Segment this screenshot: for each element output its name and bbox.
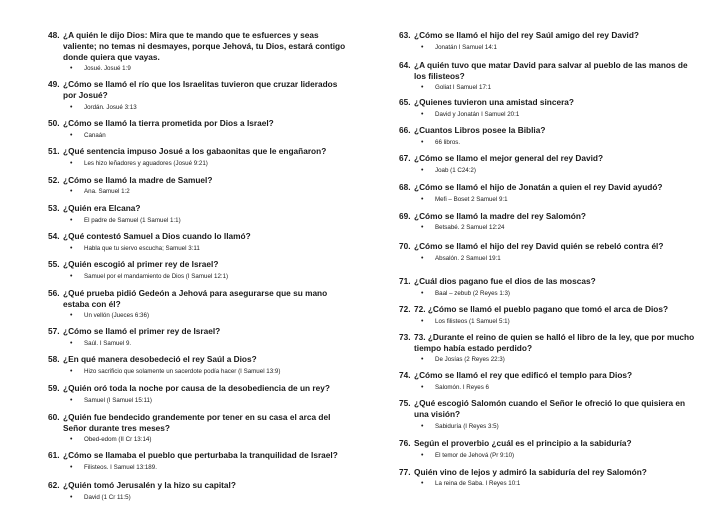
question-number: 61.: [48, 450, 60, 461]
bullet-icon: •: [70, 131, 73, 139]
question-item: [48, 79, 348, 112]
question-item: [399, 276, 699, 298]
answer: [421, 289, 699, 298]
question-item: [48, 118, 348, 140]
question-number: 77.: [399, 466, 411, 477]
question: [399, 30, 699, 41]
question: [399, 182, 699, 193]
question-text: ¿A quién le dijo Dios: Mira que te mando que te esfuerces y seas valiente; no temas ni desmayes, porque Jehová, tu Dios, estará contigo donde quiera que vayas.: [63, 30, 346, 62]
bullet-icon: •: [421, 422, 424, 430]
bullet-icon: •: [70, 312, 73, 320]
question: [399, 398, 699, 420]
answer-text: Samuel (I Samuel 15:11): [84, 396, 152, 404]
question-number: 68.: [399, 181, 411, 192]
question: [48, 288, 348, 310]
answer: [70, 463, 348, 472]
bullet-icon: •: [70, 436, 73, 444]
question: [399, 97, 699, 108]
bullet-icon: •: [421, 356, 424, 364]
answer: [70, 244, 348, 253]
question-item: [48, 203, 348, 225]
question: [48, 412, 348, 434]
answer-text: Habla que tu siervo escucha; Samuel 3:11: [84, 244, 200, 252]
answer-text: Sabiduría (I Reyes 3:5): [435, 422, 499, 430]
answer-text: La reina de Saba. I Reyes 10:1: [435, 480, 521, 488]
question-number: 55.: [48, 258, 60, 269]
bullet-icon: •: [421, 317, 424, 325]
question-item: [48, 412, 348, 445]
question: [399, 211, 699, 222]
answer-text: Un vellón (Jueces 6:36): [84, 312, 150, 320]
question-text: ¿Quién oró toda la noche por causa de la desobediencia de un rey?: [63, 382, 330, 393]
bullet-icon: •: [421, 384, 424, 392]
answer-text: Josué. Josué 1:9: [84, 65, 131, 73]
question-number: 51.: [48, 145, 60, 156]
bullet-icon: •: [70, 367, 73, 375]
answer-text: 66 libros.: [435, 138, 461, 146]
answer: [421, 451, 699, 460]
question-number: 60.: [48, 411, 60, 422]
answer: [70, 216, 348, 225]
answer: [70, 272, 348, 281]
question-text: ¿Cómo se llamó la tierra prometida por Dios a Israel?: [63, 117, 274, 128]
bullet-icon: •: [421, 451, 424, 459]
question-text: ¿Cómo se llamó la madre del rey Salomón?: [414, 210, 586, 221]
answer: [421, 195, 699, 204]
question: [399, 332, 699, 354]
answer-text: Les hizo leñadores y aguadores (Josué 9:21): [84, 159, 208, 167]
question-item: [48, 288, 348, 321]
left-column: [48, 30, 348, 502]
question-item: [48, 383, 348, 405]
answer-text: Baal – zebub (2 Reyes 1:3): [435, 289, 510, 297]
answer: [421, 254, 699, 263]
question-number: 58.: [48, 354, 60, 365]
bullet-icon: •: [421, 289, 424, 297]
question: [48, 354, 348, 365]
answer-text: Samuel por el mandamiento de Dios (I Samuel 12:1): [84, 272, 229, 280]
answer: [421, 383, 699, 392]
bullet-icon: •: [70, 272, 73, 280]
answer: [421, 138, 699, 147]
question-item: [399, 467, 699, 489]
bullet-icon: •: [70, 396, 73, 404]
answer-text: Filisteos. I Samuel 13:189.: [84, 464, 157, 472]
answer-text: Hizo sacrificio que solamente un sacerdote podía hacer (I Samuel 13:9): [84, 367, 281, 375]
answer: [70, 339, 348, 348]
answer: [421, 479, 699, 488]
question-text: ¿Cómo se llamó el hijo del rey Saúl amigo del rey David?: [414, 30, 640, 40]
answer-text: Joab (1 C24:2): [435, 166, 476, 174]
question-text: ¿Qué escogió Salomón cuando el Señor le ofreció lo que quisiera en una visión?: [414, 398, 686, 419]
answer: [421, 422, 699, 431]
question-text: ¿Quién fue bendecido grandemente por tener en su casa el arca del Señor durante tres meses?: [63, 411, 331, 433]
question-text: 72. ¿Cómo se llamó el pueblo pagano que tomó el arca de Dios?: [414, 303, 669, 314]
question-text: ¿Qué contestó Samuel a Dios cuando lo llamó?: [63, 231, 251, 242]
question-text: ¿Cómo se llamó el hijo de Jonatán a quien el rey David ayudó?: [414, 181, 663, 192]
question-text: ¿A quién tuvo que matar David para salvar al pueblo de las manos de los filisteos?: [414, 59, 688, 81]
question-number: 59.: [48, 382, 60, 393]
question: [399, 125, 699, 136]
answer-text: Betsabé. 2 Samuel 12:24: [435, 224, 505, 232]
bullet-icon: •: [70, 244, 73, 252]
question-number: 75.: [399, 398, 411, 409]
question-text: Según el proverbio ¿cuál es el principio a la sabiduría?: [414, 437, 632, 448]
question-text: ¿Cómo se llamó el primer rey de Israel?: [63, 326, 221, 337]
answer-text: David y Jonatán I Samuel 20:1: [435, 111, 520, 119]
question: [48, 118, 348, 129]
question-number: 74.: [399, 370, 411, 381]
answer-text: Canaán: [84, 131, 106, 139]
bullet-icon: •: [421, 138, 424, 146]
question-item: [399, 182, 699, 204]
bullet-icon: •: [70, 103, 73, 111]
question-text: ¿Quienes tuvieron una amistad sincera?: [414, 97, 574, 108]
question-number: 53.: [48, 203, 60, 214]
question-text: ¿En qué manera desobedeció el rey Saúl a Dios?: [63, 354, 257, 365]
answer: [70, 311, 348, 320]
question-item: [399, 97, 699, 119]
question: [399, 438, 699, 449]
bullet-icon: •: [70, 217, 73, 225]
bullet-icon: •: [421, 111, 424, 119]
question-text: ¿Qué sentencia impuso Josué a los gabaonitas que le engañaron?: [63, 145, 327, 156]
question-number: 52.: [48, 174, 60, 185]
question: [48, 383, 348, 394]
answer: [421, 355, 699, 364]
right-column: [399, 30, 699, 488]
question: [48, 231, 348, 242]
question-text: ¿Quién era Elcana?: [63, 203, 141, 214]
answer: [421, 166, 699, 175]
question-text: ¿Qué prueba pidió Gedeón a Jehová para asegurarse que su mano estaba con él?: [63, 287, 328, 309]
answer-text: Goliat I Samuel 17:1: [435, 84, 492, 92]
question-number: 56.: [48, 287, 60, 298]
question-text: ¿Cómo se llamó la madre de Samuel?: [63, 174, 213, 185]
question-number: 67.: [399, 152, 411, 163]
question-item: [399, 60, 699, 93]
answer: [70, 367, 348, 376]
question: [399, 276, 699, 287]
question: [48, 175, 348, 186]
question-number: 50.: [48, 117, 60, 128]
question-number: 54.: [48, 231, 60, 242]
answer-text: Ana. Samuel 1:2: [84, 188, 130, 196]
bullet-icon: •: [421, 480, 424, 488]
question-text: ¿Quién tomó Jerusalén y la hizo su capital?: [63, 480, 236, 491]
question: [399, 60, 699, 82]
answer: [70, 103, 348, 112]
question-text: ¿Cómo se llamaba el pueblo que perturbaba la tranquilidad de Israel?: [63, 450, 338, 461]
question-text: ¿Cómo se llamó el río que los Israelitas tuvieron que cruzar liderados por Josué?: [63, 79, 338, 101]
question-text: ¿Cómo se llamó el hijo del rey David quién se rebeló contra él?: [414, 241, 664, 252]
answer-text: Jonatán I Samuel 14:1: [435, 43, 497, 51]
question-item: [399, 398, 699, 431]
answer-text: Obed-edom (II Cr 13:14): [84, 436, 152, 444]
question-text: ¿Cómo se llamo el mejor general del rey David?: [414, 152, 604, 163]
question-text: Quién vino de lejos y admiró la sabiduría del rey Salomón?: [414, 466, 647, 477]
question-text: 73. ¿Durante el reino de quien se halló el libro de la ley, que por mucho tiempo había estado perdido?: [414, 331, 695, 353]
answer: [70, 159, 348, 168]
answer-text: De Josías (2 Reyes 22:3): [435, 356, 505, 364]
question-item: [48, 259, 348, 281]
question-text: ¿Cuál dios pagano fue el dios de las moscas?: [414, 276, 596, 287]
question-number: 66.: [399, 125, 411, 136]
bullet-icon: •: [421, 84, 424, 92]
question-number: 76.: [399, 437, 411, 448]
bullet-icon: •: [70, 65, 73, 73]
bullet-icon: •: [70, 340, 73, 348]
answer: [421, 83, 699, 92]
answer: [70, 64, 348, 73]
bullet-icon: •: [70, 159, 73, 167]
question-item: [399, 370, 699, 392]
answer: [70, 187, 348, 196]
answer: [70, 493, 348, 502]
question-number: 69.: [399, 210, 411, 221]
question-item: [399, 332, 699, 365]
question-text: ¿Quién escogió al primer rey de Israel?: [63, 258, 219, 269]
question-item: [399, 153, 699, 175]
answer: [421, 223, 699, 232]
question-number: 62.: [48, 480, 60, 491]
bullet-icon: •: [70, 493, 73, 501]
question: [399, 370, 699, 381]
question-item: [399, 30, 699, 52]
answer-text: Los filisteos (1 Samuel 5:1): [435, 317, 510, 325]
bullet-icon: •: [421, 195, 424, 203]
question-number: 65.: [399, 97, 411, 108]
question-item: [399, 304, 699, 326]
answer-text: El padre de Samuel (1 Samuel 1:1): [84, 217, 181, 225]
answer-text: Absalón. 2 Samuel 19:1: [435, 255, 501, 263]
question: [48, 79, 348, 101]
answer: [70, 396, 348, 405]
question: [48, 146, 348, 157]
answer-text: David (1 Cr 11:5): [84, 493, 131, 501]
question-number: 73.: [399, 331, 411, 342]
question: [48, 480, 348, 491]
question-item: [48, 450, 348, 472]
question-number: 72.: [399, 303, 411, 314]
question-item: [48, 231, 348, 253]
question: [48, 326, 348, 337]
answer-text: Mefi – Boset 2 Samuel 9:1: [435, 195, 508, 203]
question-item: [48, 354, 348, 376]
answer-text: Saúl. I Samuel 9.: [84, 340, 132, 348]
question: [399, 304, 699, 315]
question-item: [48, 326, 348, 348]
question-item: [399, 438, 699, 460]
question-item: [399, 211, 699, 233]
question-number: 63.: [399, 30, 411, 40]
question-text: ¿Cuantos Libros posee la Biblia?: [414, 125, 546, 136]
question-item: [48, 146, 348, 168]
answer: [70, 435, 348, 444]
question: [399, 241, 699, 252]
bullet-icon: •: [421, 255, 424, 263]
question-item: [48, 480, 348, 502]
question: [399, 153, 699, 164]
question-item: [48, 30, 348, 73]
question-number: 48.: [48, 30, 60, 40]
bullet-icon: •: [421, 166, 424, 174]
question: [48, 450, 348, 461]
answer-text: Salomón. I Reyes 6: [435, 384, 489, 392]
question-number: 71.: [399, 276, 411, 287]
question-number: 49.: [48, 79, 60, 90]
question: [48, 259, 348, 270]
bullet-icon: •: [421, 224, 424, 232]
bullet-icon: •: [70, 188, 73, 196]
answer-text: El temor de Jehová (Pr 9:10): [435, 451, 515, 459]
answer: [421, 317, 699, 326]
question-item: [48, 175, 348, 197]
answer: [421, 110, 699, 119]
question-number: 57.: [48, 326, 60, 337]
question: [399, 467, 699, 478]
question-text: ¿Cómo se llamó el rey que edificó el templo para Dios?: [414, 370, 633, 381]
question-number: 70.: [399, 241, 411, 252]
question-number: 64.: [399, 59, 411, 70]
question: [48, 30, 348, 62]
question-item: [399, 241, 699, 263]
bullet-icon: •: [421, 43, 424, 51]
answer: [70, 131, 348, 140]
bullet-icon: •: [70, 464, 73, 472]
question: [48, 203, 348, 214]
answer: [421, 43, 699, 52]
question-item: [399, 125, 699, 147]
answer-text: Jordán. Josué 3:13: [84, 103, 137, 111]
